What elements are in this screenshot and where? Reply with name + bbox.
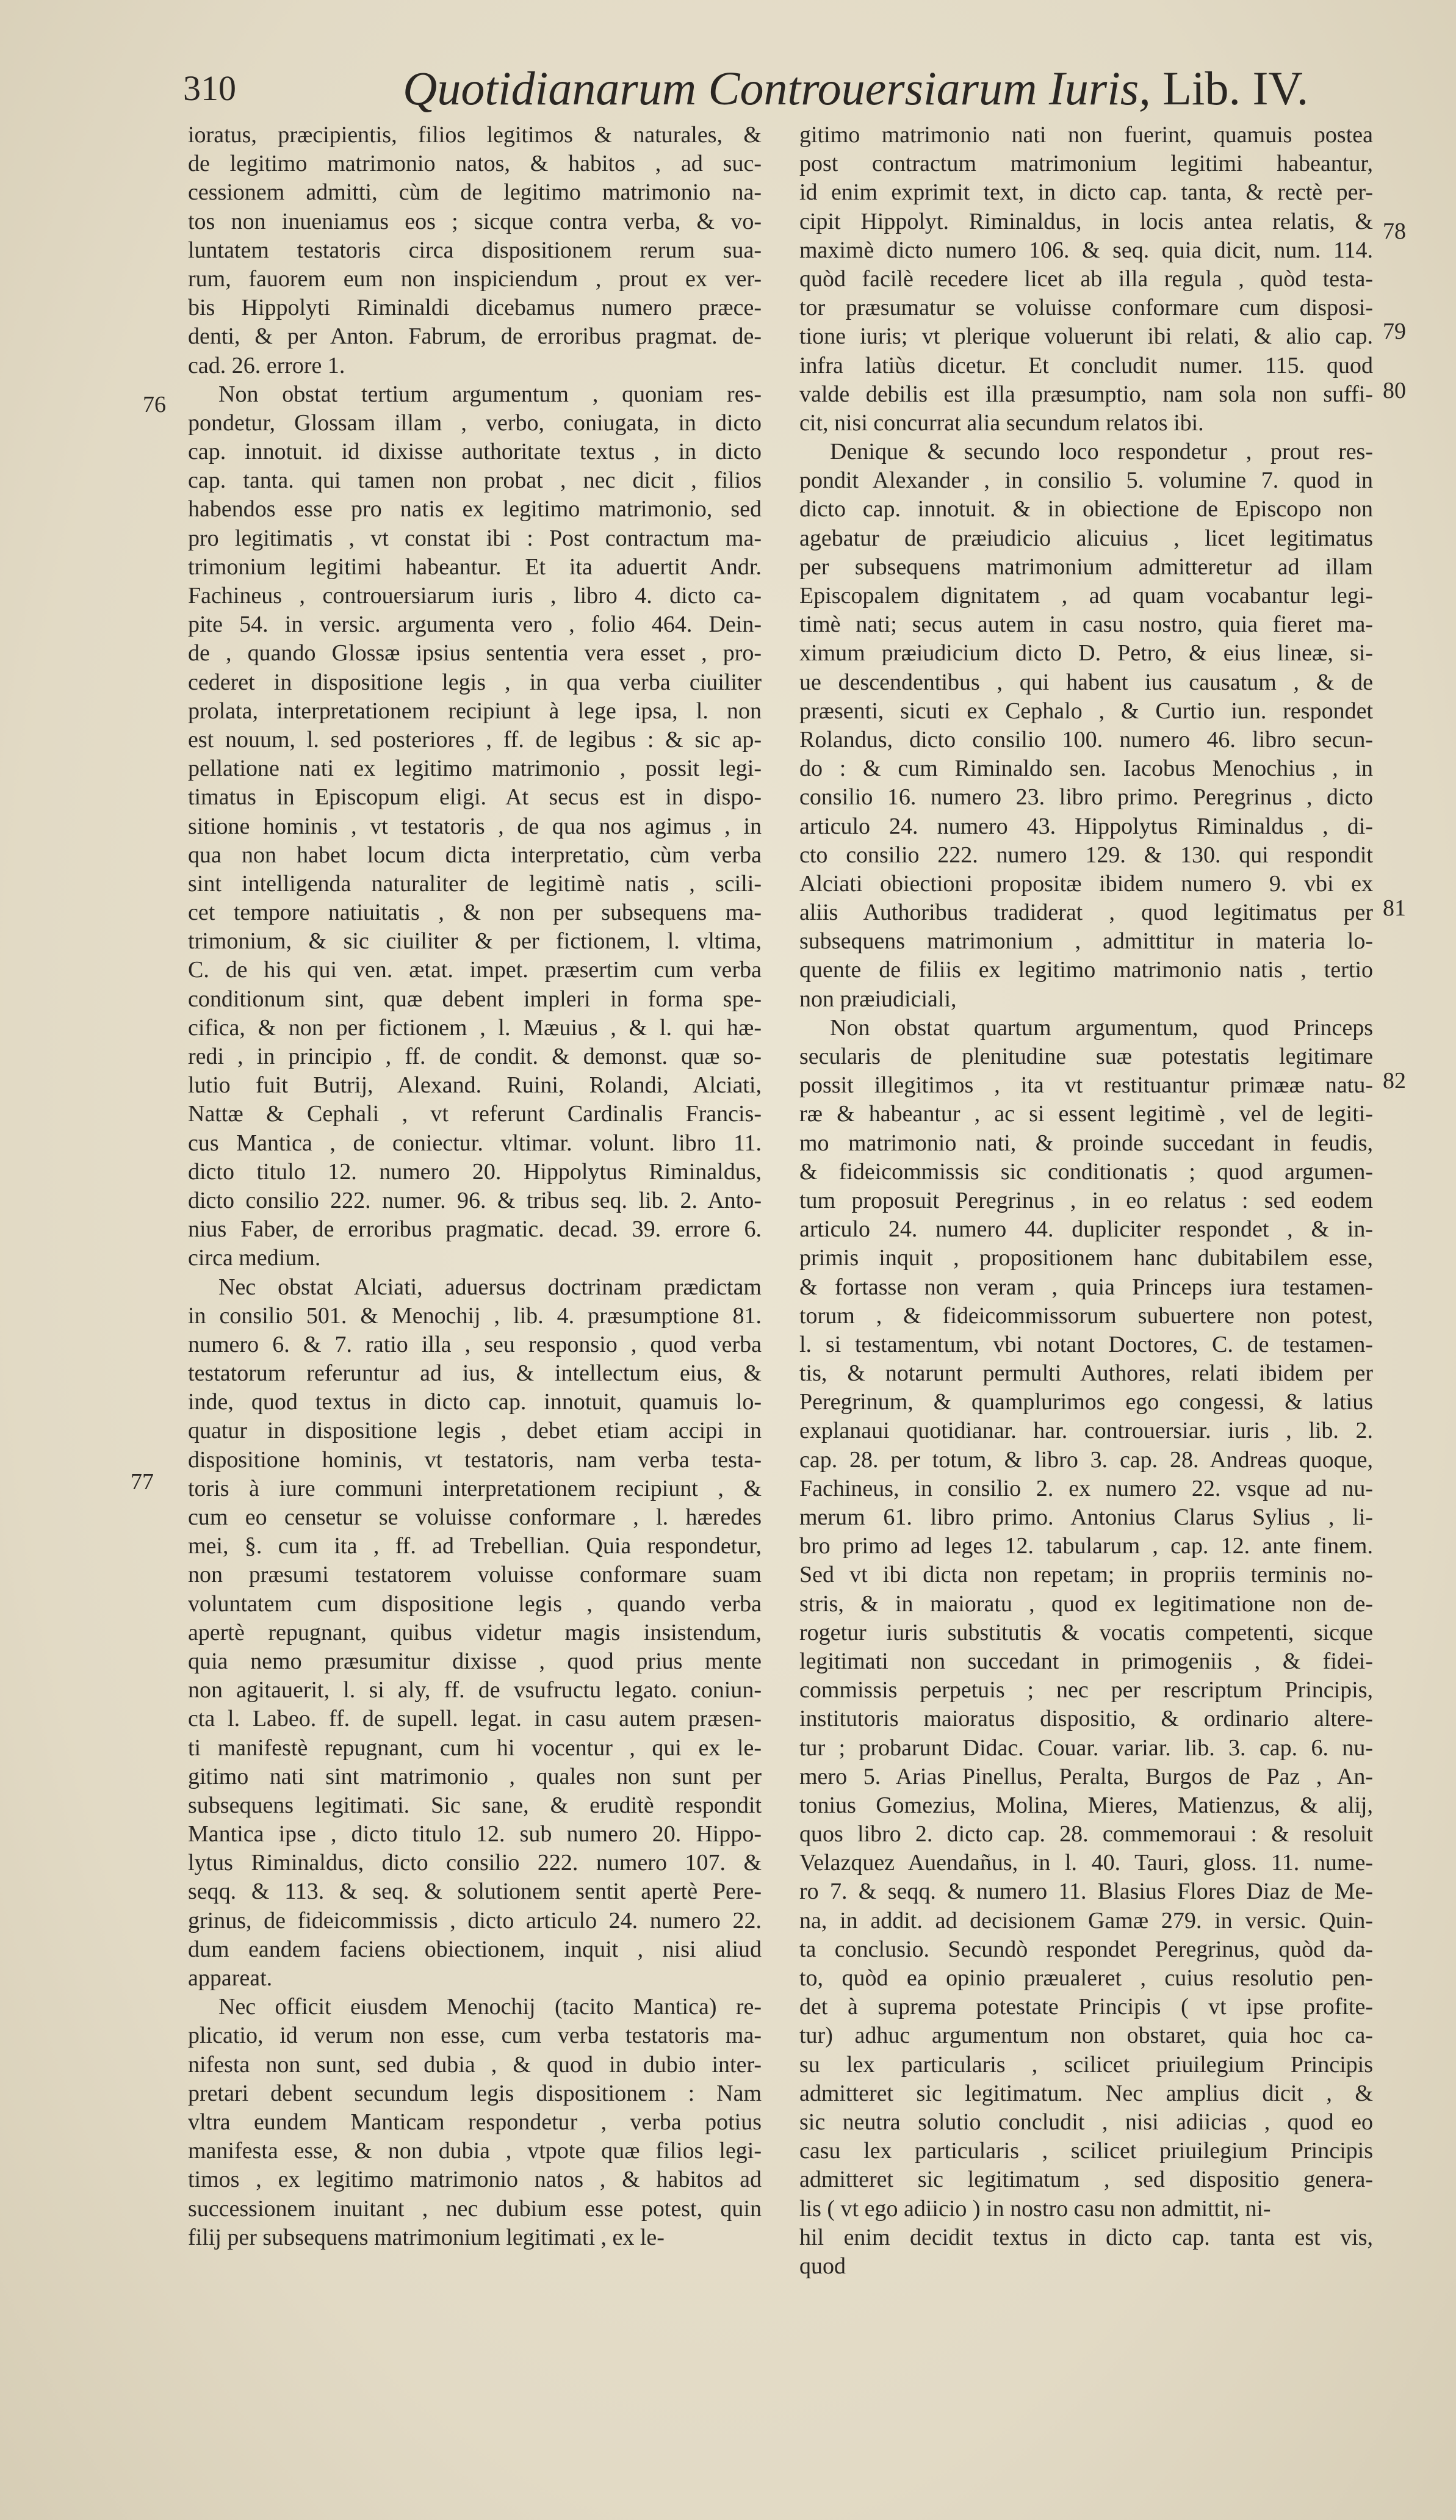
text-line: Peregrinum, & quamplurimos ego congessi, & latius	[799, 1389, 1373, 1415]
text-line: gitimo nati sint matrimonio , quales non sunt per	[188, 1763, 762, 1789]
text-line: luntatem testatoris circa dispositionem rerum sua-	[188, 237, 762, 263]
text-line: non præiudiciali,	[799, 986, 957, 1012]
page-number: 310	[183, 68, 236, 108]
text-line: pellatione nati ex legitimo matrimonio , possit legi-	[188, 756, 762, 782]
text-line: timos , ex legitimo matrimonio natos , & habitos ad	[188, 2167, 762, 2193]
text-line: l. si testamentum, vbi notant Doctores, C. de testamen-	[799, 1331, 1373, 1357]
text-line: cad. 26. errore 1.	[188, 352, 345, 378]
text-line: Fachineus , controuersiarum iuris , libro 4. dicto ca-	[188, 583, 762, 608]
text-line: det à suprema potestate Principis ( vt ipse profite-	[799, 1994, 1373, 2020]
text-line: dicto cap. innotuit. & in obiectione de Episcopo non	[799, 496, 1373, 522]
text-line: dicto consilio 222. numer. 96. & tribus seq. lib. 2. Anto-	[188, 1187, 762, 1213]
text-line: bis Hippolyti Riminaldi dicebamus numero præce-	[188, 295, 762, 321]
text-line: Episcopalem dignitatem , ad quam vocabantur legi-	[799, 583, 1373, 608]
text-line: mo matrimonio nati, & proinde succedant in feudis,	[799, 1130, 1373, 1156]
text-line: plicatio, id verum non esse, cum verba testatoris ma-	[188, 2023, 762, 2049]
text-line: ti manifestè repugnant, cum hi vocentur , qui ex le-	[188, 1735, 762, 1761]
text-line: dicto titulo 12. numero 20. Hippolytus Riminaldus,	[188, 1158, 762, 1185]
text-line: vltra eundem Manticam respondetur , verba potius	[188, 2109, 762, 2135]
text-line: articulo 24. numero 44. dupliciter respondet , & in-	[799, 1216, 1373, 1243]
text-line: C. de his qui ven. ætat. impet. præsertim cum verba	[188, 957, 762, 983]
text-line: de , quando Glossæ ipsius sententia vera esset , pro-	[188, 640, 762, 666]
text-line: quia nemo præsumitur dixisse , quod prius mente	[188, 1648, 762, 1674]
text-line: timatus in Episcopum eligi. At secus est in dispo-	[188, 784, 762, 811]
text-line: rum, fauorem eum non inspiciendum , prout ex ver-	[188, 265, 762, 292]
text-line: cta l. Labeo. ff. de supell. legat. in casu autem præsen-	[188, 1706, 762, 1732]
text-line: admitteret sic legitimatum , sed dispositio genera-	[799, 2167, 1373, 2193]
text-line: & fideicommissis sic conditionatis ; quod argumen-	[799, 1158, 1373, 1185]
text-line: secularis de plenitudine suæ potestatis legitimare	[799, 1044, 1373, 1069]
text-line: quente de filiis ex legitimo matrimonio natis , tertio	[799, 957, 1373, 983]
text-line: possit illegitimos , ita vt restituantur primææ natu-	[799, 1072, 1373, 1099]
text-line: grinus, de fideicommissis , dicto articulo 24. numero 22.	[188, 1907, 762, 1933]
text-line: pretari debent secundum legis dispositionem : Nam	[188, 2080, 762, 2106]
text-line: sint intelligenda naturaliter de legitimè natis , scili-	[188, 870, 762, 897]
text-line: pondit Alexander , in consilio 5. volumine 7. quod in	[799, 468, 1373, 494]
text-line: merum 61. libro primo. Antonius Clarus Sylius , li-	[799, 1504, 1373, 1530]
text-line: inde, quod textus in dicto cap. innotuit, quamuis lo-	[188, 1389, 762, 1415]
text-line: post contractum matrimonium legitimi habeantur,	[799, 151, 1373, 177]
text-line: timè nati; secus autem in casu nostro, quia fieret ma-	[799, 612, 1373, 638]
text-line: redi , in principio , ff. de condit. & demonst. quæ so-	[188, 1044, 762, 1069]
margin-note-81: 81	[1383, 895, 1406, 921]
text-line: Mantica ipse , dicto titulo 12. sub numero 20. Hippo-	[188, 1821, 762, 1847]
text-line: ræ & habeantur , ac si essent legitimè , vel de legiti-	[799, 1101, 1373, 1127]
text-line: cto consilio 222. numero 129. & 130. qui respondit	[799, 842, 1373, 868]
text-line: prolata, interpretationem recipiunt à lege ipsa, l. non	[188, 698, 762, 724]
margin-note-76: 76	[143, 392, 166, 417]
text-line: non præsumi testatorem voluisse conformare suam	[188, 1562, 762, 1588]
text-line: ximum præiudicium dicto D. Petro, & eius lineæ, si-	[799, 640, 1373, 666]
text-line: de legitimo matrimonio natos, & habitos , ad suc-	[188, 151, 762, 177]
text-line: nifesta non sunt, sed dubia , & quod in dubio inter-	[188, 2051, 762, 2078]
text-line: bro primo ad leges 12. tabularum , cap. 12. ante finem.	[799, 1533, 1373, 1559]
text-line: subsequens legitimati. Sic sane, & eruditè respondit	[188, 1792, 762, 1818]
text-line: trimonium legitimi habeantur. Et ita aduertit Andr.	[188, 554, 762, 580]
text-line: trimonium, & sic ciuiliter & per fictionem, l. vltima,	[188, 928, 762, 955]
text-line: tis, & notarunt permulti Authores, relati ibidem per	[799, 1360, 1373, 1387]
text-line: cap. tanta. qui tamen non probat , nec dicit , filios	[188, 468, 762, 494]
text-line: manifesta esse, & non dubia , vtpote quæ filios legi-	[188, 2138, 762, 2164]
text-line: cus Mantica , de coniectur. vltimar. volunt. libro 11.	[188, 1130, 762, 1156]
text-line: ioratus, præcipientis, filios legitimos & naturales, &	[188, 122, 762, 148]
text-line: ta conclusio. Secundò respondet Peregrinus, quòd da-	[799, 1936, 1373, 1962]
text-line: denti, & per Anton. Fabrum, de erroribus pragmat. de-	[188, 323, 762, 350]
text-line: lutio fuit Butrij, Alexand. Ruini, Rolandi, Alciati,	[188, 1072, 762, 1099]
text-line: cum eo censetur se voluisse conformare , l. hæredes	[188, 1504, 762, 1530]
text-line: tor præsumatur se voluisse conformare cum disposi-	[799, 295, 1373, 321]
text-line: tonius Gomezius, Molina, Mieres, Matienzus, & alij,	[799, 1792, 1373, 1818]
text-line: sitione hominis , vt testatoris , de qua nos agimus , in	[188, 813, 762, 839]
text-line: infra latiùs dicetur. Et concludit numer. 115. quod	[799, 352, 1373, 378]
text-line: Non obstat quartum argumentum, quod Princeps	[830, 1014, 1373, 1041]
text-line: quod	[799, 2253, 846, 2279]
margin-note-79: 79	[1383, 319, 1406, 344]
text-line: dum eandem faciens obiectionem, inquit , nisi aliud	[188, 1936, 762, 1962]
text-line: quatur in dispositione legis , debet etiam accipi in	[188, 1418, 762, 1444]
text-line: cifica, & non per fictionem , l. Mæuius , & l. qui hæ-	[188, 1014, 762, 1041]
text-line: Alciati obiectioni propositæ ibidem numero 9. vbi ex	[799, 870, 1373, 897]
text-line: su lex particularis , scilicet priuilegium Principis	[799, 2051, 1373, 2078]
text-line: præsenti, sicuti ex Cephalo , & Curtio iun. respondet	[799, 698, 1373, 724]
text-line: Denique & secundo loco respondetur , prout res-	[830, 439, 1373, 465]
text-line: cet tempore natiuitatis , & non per subsequens ma-	[188, 900, 762, 926]
text-line: commissis perpetuis ; nec per rescriptum Principis,	[799, 1677, 1373, 1703]
text-line: Fachineus, in consilio 2. ex numero 22. vsque ad nu-	[799, 1475, 1373, 1501]
text-line: rogetur iuris substitutis & vocatis competenti, sicque	[799, 1619, 1373, 1645]
margin-note-78: 78	[1383, 218, 1406, 244]
text-line: testatorum referuntur ad ius, & intellectum eius, &	[188, 1360, 762, 1387]
text-line: cipit Hippolyt. Riminaldus, in locis antea relatis, &	[799, 208, 1373, 234]
text-line: mei, §. cum ita , ff. ad Trebellian. Quia respondetur,	[188, 1533, 762, 1559]
text-line: Rolandus, dicto consilio 100. numero 46. libro secun-	[799, 726, 1373, 753]
text-line: conditionum sint, quæ debent impleri in forma spe-	[188, 986, 762, 1012]
text-line: pite 54. in versic. argumenta vero , folio 464. Dein-	[188, 612, 762, 638]
text-line: quos libro 2. dicto cap. 28. commemoraui : & resoluit	[799, 1821, 1373, 1847]
text-line: institutoris maioratus dispositio, & ordinario altere-	[799, 1706, 1373, 1732]
text-line: ue descendentibus , qui habent ius causatum , & de	[799, 669, 1373, 695]
text-line: Velazquez Auendañus, in l. 40. Tauri, gloss. 11. nume-	[799, 1850, 1373, 1876]
margin-note-82: 82	[1383, 1068, 1406, 1094]
text-line: pondetur, Glossam illam , verbo, coniugata, in dicto	[188, 410, 762, 436]
right-text-column	[799, 121, 1373, 2501]
text-line: Sed vt ibi dicta non repetam; in propriis terminis no-	[799, 1562, 1373, 1588]
text-line: Nec officit eiusdem Menochij (tacito Mantica) re-	[218, 1994, 762, 2020]
text-line: lis ( vt ego adiicio ) in nostro casu non admittit, ni-	[799, 2195, 1271, 2222]
text-line: do : & cum Riminaldo sen. Iacobus Menochius , in	[799, 756, 1373, 782]
text-line: articulo 24. numero 43. Hippolytus Riminaldus , di-	[799, 813, 1373, 839]
text-line: cessionem admitti, cùm de legitimo matrimonio na-	[188, 179, 762, 206]
text-line: casu lex particularis , scilicet priuilegium Principis	[799, 2138, 1373, 2164]
text-line: per subsequens matrimonium admitteretur ad illam	[799, 554, 1373, 580]
text-line: to, quòd ea opinio præualeret , cuius resolutio pen-	[799, 1965, 1373, 1991]
text-line: subsequens matrimonium , admittitur in materia lo-	[799, 928, 1373, 955]
text-line: seqq. & 113. & seq. & solutionem sentit apertè Pere-	[188, 1879, 762, 1905]
text-line: voluntatem cum dispositione legis , quando verba	[188, 1590, 762, 1617]
text-line: dispositione hominis, vt testatoris, nam verba testa-	[188, 1446, 762, 1473]
text-line: mero 5. Arias Pinellus, Peralta, Burgos de Paz , An-	[799, 1763, 1373, 1789]
text-line: torum , & fideicommissorum subuertere non potest,	[799, 1302, 1373, 1329]
text-line: consilio 16. numero 23. libro primo. Peregrinus , dicto	[799, 784, 1373, 811]
text-line: agebatur de præiudicio alicuius , licet legitimatus	[799, 525, 1373, 551]
running-header	[183, 61, 1397, 116]
text-line: Nec obstat Alciati, aduersus doctrinam prædictam	[218, 1274, 762, 1300]
text-line: toris à iure communi interpretationem recipiunt , &	[188, 1475, 762, 1501]
margin-note-77: 77	[131, 1469, 154, 1495]
text-line: explanaui quotidianar. har. controuersiar. iuris , lib. 2.	[799, 1418, 1373, 1444]
text-line: filij per subsequens matrimonium legitimati , ex le-	[188, 2224, 665, 2250]
text-line: tos non inueniamus eos ; sicque contra verba, & vo-	[188, 208, 762, 234]
text-line: hil enim decidit textus in dicto cap. tanta est vis,	[799, 2224, 1373, 2250]
text-line: qua non habet locum dicta interpretatio, cùm verba	[188, 842, 762, 868]
text-line: cap. innotuit. id dixisse authoritate textus , in dicto	[188, 439, 762, 465]
text-line: numero 6. & 7. ratio illa , seu responsio , quod verba	[188, 1331, 762, 1357]
text-line: legitimati non succedant in primogeniis , & fidei-	[799, 1648, 1373, 1674]
text-line: apertè repugnant, quibus videtur magis insistendum,	[188, 1619, 762, 1645]
text-line: non agitauerit, l. si aly, ff. de vsufructu legato. coniun-	[188, 1677, 762, 1703]
text-line: cederet in dispositione legis , in qua verba ciuiliter	[188, 669, 762, 695]
text-line: in consilio 501. & Menochij , lib. 4. præsumptione 81.	[188, 1302, 762, 1329]
text-line: cit, nisi concurrat alia secundum relatos ibi.	[799, 410, 1204, 436]
text-line: appareat.	[188, 1965, 273, 1991]
text-line: lytus Riminaldus, dicto consilio 222. numero 107. &	[188, 1850, 762, 1876]
text-line: tione iuris; vt plerique voluerunt ibi relati, & alio cap.	[799, 323, 1373, 350]
text-line: tum proposuit Peregrinus , in eo relatus : sed eodem	[799, 1187, 1373, 1213]
text-line: est nouum, l. sed posteriores , ff. de legibus : & sic ap-	[188, 726, 762, 753]
text-line: maximè dicto numero 106. & seq. quia dicit, num. 114.	[799, 237, 1373, 263]
text-line: successionem inuitant , nec dubium esse potest, quin	[188, 2195, 762, 2222]
text-line: stris, & in maioratu , quod ex legitimatione non de-	[799, 1590, 1373, 1617]
text-line: Nattæ & Cephali , vt referunt Cardinalis Francis-	[188, 1101, 762, 1127]
text-line: na, in addit. ad decisionem Gamæ 279. in versic. Quin-	[799, 1907, 1373, 1933]
book-number: Lib. IV.	[1162, 62, 1309, 115]
running-title-text: Quotidianarum Controuersiarum Iuris,	[403, 62, 1151, 115]
text-line: habendos esse pro natis ex legitimo matrimonio, sed	[188, 496, 762, 522]
left-text-column	[188, 121, 762, 2501]
text-line: & fortasse non veram , quia Princeps iura testamen-	[799, 1274, 1373, 1300]
text-line: nius Faber, de erroribus pragmatic. decad. 39. errore 6.	[188, 1216, 762, 1243]
text-line: cap. 28. per totum, & libro 3. cap. 28. Andreas quoque,	[799, 1446, 1373, 1473]
text-line: quòd facilè recedere licet ab illa regula , quòd testa-	[799, 265, 1373, 292]
margin-note-80: 80	[1383, 378, 1406, 403]
text-line: ro 7. & seqq. & numero 11. Blasius Flores Diaz de Me-	[799, 1879, 1373, 1905]
text-line: circa medium.	[188, 1245, 321, 1271]
text-line: admitteret sic legitimatum. Nec amplius dicit , &	[799, 2080, 1373, 2106]
text-line: valde debilis est illa præsumptio, nam sola non suffi-	[799, 381, 1373, 407]
text-line: id enim exprimit text, in dicto cap. tanta, & rectè per-	[799, 179, 1373, 206]
text-line: pro legitimatis , vt constat ibi : Post contractum ma-	[188, 525, 762, 551]
text-line: tur ; probarunt Didac. Couar. variar. lib. 3. cap. 6. nu-	[799, 1735, 1373, 1761]
text-line: gitimo matrimonio nati non fuerint, quamuis postea	[799, 122, 1373, 148]
running-title	[403, 61, 1308, 116]
text-line: primis inquit , propositionem hanc dubitabilem esse,	[799, 1245, 1373, 1271]
text-line: Non obstat tertium argumentum , quoniam res-	[218, 381, 762, 407]
text-line: sic neutra solutio concludit , nisi adiicias , quod eo	[799, 2109, 1373, 2135]
text-line: aliis Authoribus tradiderat , quod legitimatus per	[799, 900, 1373, 926]
text-line: tur) adhuc argumentum non obstaret, quia hoc ca-	[799, 2023, 1373, 2049]
